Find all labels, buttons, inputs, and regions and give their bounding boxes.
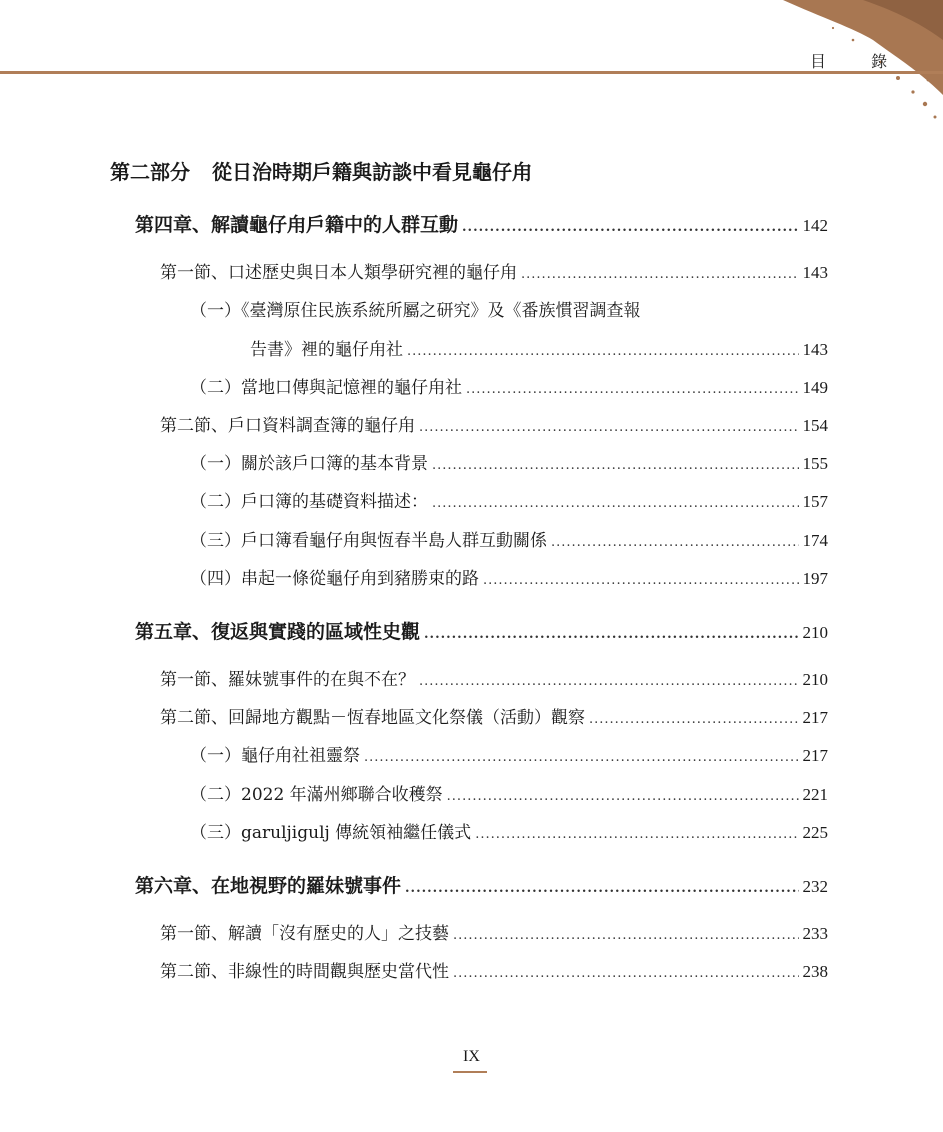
page-number: 233 — [802, 924, 828, 943]
leader-dots — [447, 789, 799, 804]
page-number: 143 — [802, 263, 828, 282]
header-rule — [0, 71, 943, 74]
toc-subsection[interactable]: （二）當地口傳與記憶裡的龜仔甪社 ..... 149 — [190, 373, 828, 398]
toc-section[interactable]: 第二節、回歸地方觀點－恆春地區文化祭儀（活動）觀察 ..... 217 — [160, 703, 828, 728]
leader-dots — [364, 750, 799, 765]
page-number: 155 — [802, 454, 828, 473]
leader-dots — [432, 458, 799, 473]
page-number: 217 — [802, 746, 828, 765]
leader-dots — [453, 928, 799, 943]
page-number: 217 — [802, 708, 828, 727]
leader-dots — [453, 966, 799, 981]
page-number: 197 — [802, 569, 828, 588]
leader-dots — [407, 344, 799, 359]
leader-dots — [424, 627, 798, 642]
toc-section[interactable]: 第二節、非線性的時間觀與歷史當代性 ..... 238 — [160, 957, 828, 982]
page-number: 154 — [802, 416, 828, 435]
running-header: 目 錄 — [810, 52, 908, 71]
toc-subsection-line2[interactable]: 告書》裡的龜仔甪社 ..... 143 — [250, 335, 828, 360]
leader-dots — [475, 827, 798, 842]
leader-dots — [483, 573, 799, 588]
page-number: 210 — [802, 623, 828, 642]
toc-subsection[interactable]: （二）2022 年滿州鄉聯合收穫祭 ..... 221 — [190, 780, 828, 805]
part-heading — [110, 156, 532, 185]
leader-dots — [432, 496, 799, 511]
leader-dots — [419, 674, 799, 689]
footer-page-number: IX — [463, 1048, 480, 1065]
toc-chapter[interactable]: 第四章、解讀龜仔甪戶籍中的人群互動 ..... 142 — [135, 210, 828, 237]
page-number: 238 — [802, 962, 828, 981]
toc-section[interactable]: 第一節、羅妹號事件的在與不在？ ..... 210 — [160, 665, 828, 690]
page-number: 143 — [802, 340, 828, 359]
page-number: 232 — [802, 877, 828, 896]
toc-section[interactable]: 第一節、口述歷史與日本人類學研究裡的龜仔甪 ..... 143 — [160, 258, 828, 283]
part-label: 第二部分 — [110, 160, 190, 184]
footer-rule — [453, 1071, 487, 1073]
page-number: 221 — [802, 785, 828, 804]
leader-dots — [466, 382, 799, 397]
toc-chapter[interactable]: 第六章、在地視野的羅妹號事件 ..... 232 — [135, 871, 828, 898]
leader-dots — [551, 535, 799, 550]
leader-dots — [462, 220, 798, 235]
toc-subsection[interactable]: （一）關於該戶口簿的基本背景 ..... 155 — [190, 449, 828, 474]
toc-section[interactable]: 第二節、戶口資料調查簿的龜仔甪 ..... 154 — [160, 411, 828, 436]
page-number: 174 — [802, 531, 828, 550]
leader-dots — [589, 712, 799, 727]
part-title: 從日治時期戶籍與訪談中看見龜仔甪 — [212, 160, 532, 184]
leader-dots — [419, 420, 799, 435]
toc-subsection[interactable]: （二）戶口簿的基礎資料描述： ..... 157 — [190, 487, 828, 512]
page-number: 225 — [802, 823, 828, 842]
leader-dots — [521, 267, 799, 282]
toc-subsection[interactable]: （一）龜仔甪社祖靈祭 ..... 217 — [190, 741, 828, 766]
leader-dots — [405, 881, 798, 896]
toc-subsection[interactable]: （三）garuljigulj 傳統領袖繼任儀式 ..... 225 — [190, 818, 828, 843]
toc-subsection[interactable]: （四）串起一條從龜仔甪到豬勝束的路 ..... 197 — [190, 564, 828, 589]
toc-chapter[interactable]: 第五章、復返與實踐的區域性史觀 ..... 210 — [135, 617, 828, 644]
page-number: 149 — [802, 378, 828, 397]
page-number: 142 — [802, 216, 828, 235]
toc-subsection[interactable]: （三）戶口簿看龜仔甪與恆春半島人群互動關係 ..... 174 — [190, 526, 828, 551]
page-number: 210 — [802, 670, 828, 689]
page-number: 157 — [802, 492, 828, 511]
toc-subsection-line1[interactable]: （一）《臺灣原住民族系統所屬之研究》及《番族慣習調查報 — [190, 301, 641, 321]
toc-section[interactable]: 第一節、解讀「沒有歷史的人」之技藝 ..... 233 — [160, 919, 828, 944]
